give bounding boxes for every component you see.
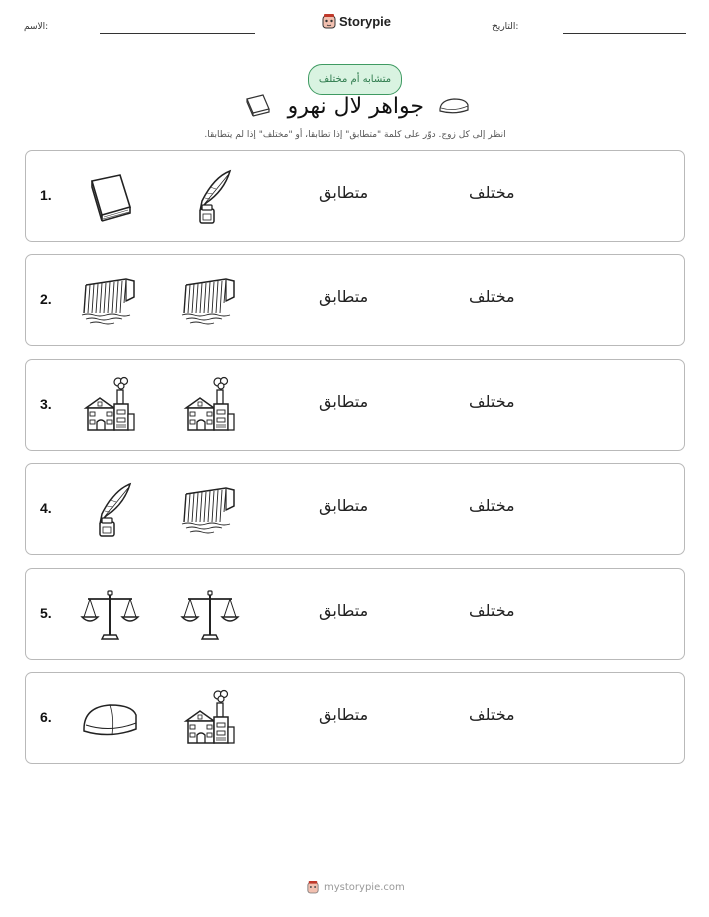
factory-icon bbox=[80, 376, 140, 436]
brand-name: Storypie bbox=[339, 13, 392, 29]
footer bbox=[307, 880, 405, 894]
pair-row bbox=[25, 254, 685, 346]
option-different[interactable]: مختلف bbox=[469, 183, 515, 202]
dam-icon bbox=[180, 271, 240, 331]
option-different[interactable]: مختلف bbox=[469, 391, 515, 411]
storypie-mascot-icon bbox=[322, 13, 336, 29]
pair-row bbox=[25, 568, 685, 660]
option-same[interactable]: متطابق bbox=[319, 600, 369, 620]
option-same[interactable]: متطابق bbox=[319, 391, 369, 411]
date-line[interactable] bbox=[563, 33, 686, 34]
worksheet-type-badge: متشابه أم مختلف bbox=[308, 64, 402, 95]
pair-number: 4. bbox=[40, 500, 52, 517]
pair-number: 6. bbox=[40, 709, 52, 725]
name-line[interactable] bbox=[100, 33, 255, 34]
dam-icon bbox=[80, 271, 140, 331]
factory-icon bbox=[180, 689, 240, 749]
pair-row bbox=[25, 359, 685, 451]
pair-number: 2. bbox=[40, 291, 52, 308]
scales-icon bbox=[180, 585, 240, 645]
storypie-mascot-icon bbox=[307, 880, 319, 894]
gandhi-cap-icon bbox=[80, 689, 140, 749]
option-same[interactable]: متطابق bbox=[319, 705, 369, 724]
dam-icon bbox=[180, 480, 240, 540]
factory-icon bbox=[180, 376, 240, 436]
quill-inkwell-icon bbox=[180, 167, 240, 227]
book-icon bbox=[243, 93, 273, 117]
option-same[interactable]: متطابق bbox=[319, 183, 369, 202]
scales-icon bbox=[80, 585, 140, 645]
option-different[interactable]: مختلف bbox=[469, 705, 515, 724]
instructions: انظر إلى كل زوج. دوّر على كلمة "متطابق" إذا تطابقا، أو "مختلف" إذا لم يتطابقا. bbox=[204, 130, 506, 140]
pair-row bbox=[25, 463, 685, 555]
page-title: جواهر لال نهرو bbox=[287, 94, 424, 119]
gandhi-cap-icon bbox=[437, 96, 471, 116]
pair-number: 1. bbox=[40, 187, 52, 203]
name-label: الاسم: bbox=[24, 22, 49, 32]
quill-inkwell-icon bbox=[80, 480, 140, 540]
footer-url[interactable]: mystorypie.com bbox=[324, 881, 405, 893]
option-different[interactable]: مختلف bbox=[469, 496, 515, 516]
pair-number: 3. bbox=[40, 395, 52, 412]
pair-number: 5. bbox=[40, 604, 52, 621]
option-same[interactable]: متطابق bbox=[319, 287, 369, 307]
brand-logo bbox=[322, 13, 391, 29]
book-icon bbox=[80, 167, 140, 227]
option-different[interactable]: مختلف bbox=[469, 287, 515, 307]
date-label: التاريخ: bbox=[492, 22, 519, 32]
option-same[interactable]: متطابق bbox=[319, 496, 369, 516]
option-different[interactable]: مختلف bbox=[469, 600, 515, 620]
pair-row bbox=[25, 150, 685, 242]
pair-row bbox=[25, 672, 685, 764]
